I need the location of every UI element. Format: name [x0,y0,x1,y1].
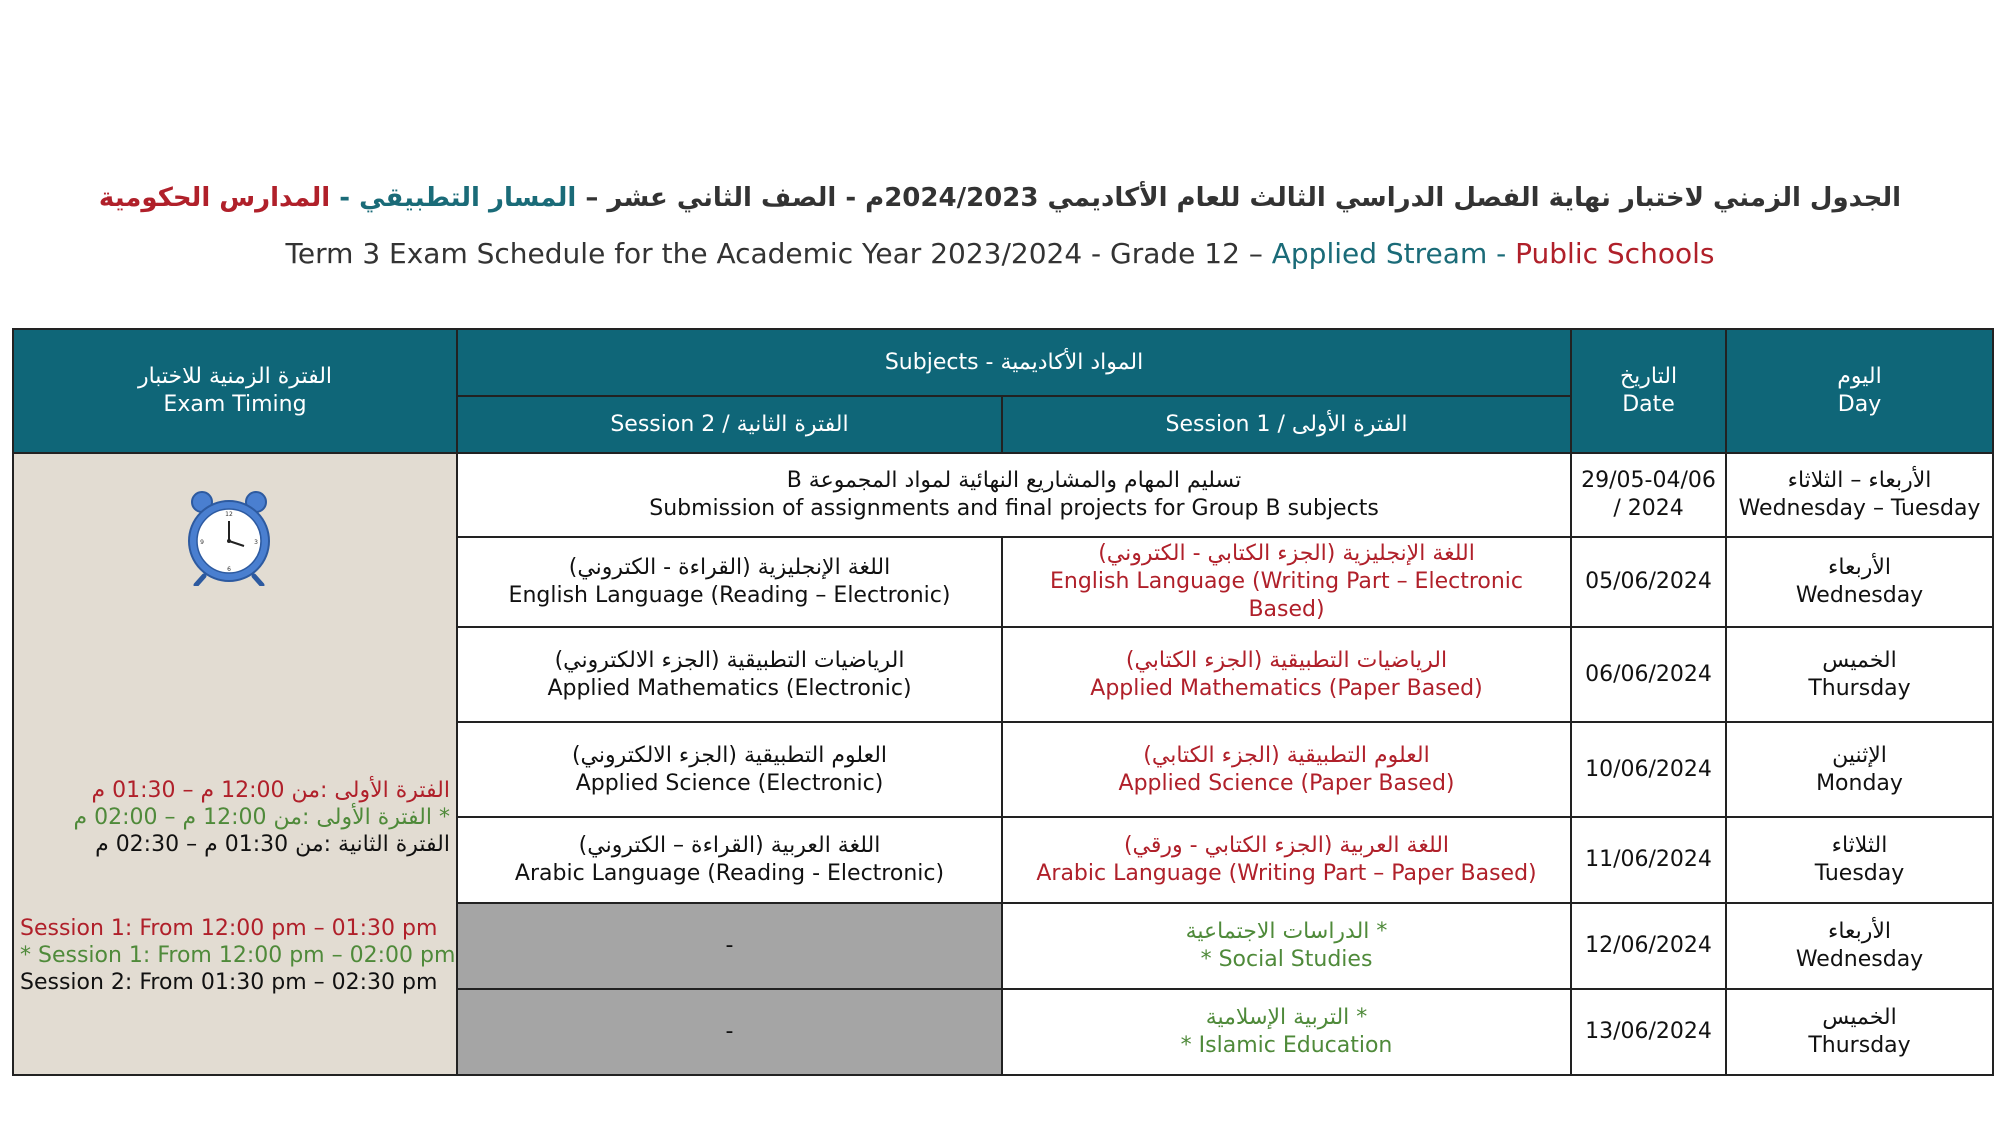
day-ar: الأربعاء [1827,555,1892,580]
session1-ar: * التربية الإسلامية [1205,1005,1368,1030]
timing-ar-session1: الفترة الأولى :من 12:00 م – 01:30 م [91,778,450,803]
exam-schedule-table [12,328,1994,1076]
title-en-schools: Public Schools [1515,237,1715,270]
session1-cell [1002,627,1571,722]
session1-cell [1002,537,1571,627]
session1-cell [1002,903,1571,989]
header-exam-timing [13,329,457,453]
title-ar-stream: المسار التطبيقي - [339,183,577,213]
date-cell: 29/05-04/06 / 2024 [1571,453,1726,537]
header-timing-en: Exam Timing [163,392,307,417]
day-ar: الخميس [1822,647,1897,673]
day-en: Wednesday [1795,583,1924,608]
page-title-arabic [0,183,2000,213]
submission-ar: تسليم المهام والمشاريع النهائية لمواد المجموعة B [786,468,1242,493]
date-cell: 10/06/2024 [1571,722,1726,817]
day-cell [1726,722,1993,817]
session1-en: * Social Studies [1200,947,1373,972]
day-cell [1726,453,1993,537]
day-cell [1726,903,1993,989]
header-date-ar: التاريخ [1619,364,1678,389]
session2-en: English Language (Reading – Electronic) [508,583,951,608]
page-title-english [0,237,2000,270]
timing-ar-session2: الفترة الثانية :من 01:30 م – 02:30 م [95,832,450,857]
header-subjects: Subjects - المواد الأكاديمية [457,329,1571,396]
session2-cell [457,627,1002,722]
session1-ar: العلوم التطبيقية (الجزء الكتابي) [1143,742,1430,768]
session2-cell [457,537,1002,627]
session2-ar: اللغة الإنجليزية (القراءة - الكتروني) [568,555,891,580]
session1-cell [1002,722,1571,817]
header-date [1571,329,1726,453]
header-timing-ar: الفترة الزمنية للاختبار [137,364,333,389]
alarm-clock-icon [184,486,274,586]
timing-en-session1-starred: * Session 1: From 12:00 pm – 02:00 pm [20,943,456,968]
session1-ar: اللغة العربية (الجزء الكتابي - ورقي) [1123,833,1450,858]
header-session-2: Session 2 / الفترة الثانية [457,396,1002,453]
timing-en-session1: Session 1: From 12:00 pm – 01:30 pm [20,916,438,941]
session2-en: Applied Science (Electronic) [575,770,884,796]
exam-timing-cell [13,453,457,1075]
svg-text:3: 3 [254,539,258,546]
day-cell [1726,537,1993,627]
session1-en: * Islamic Education [1180,1033,1393,1058]
day-cell [1726,817,1993,903]
header-session-1: Session 1 / الفترة الأولى [1002,396,1571,453]
svg-text:6: 6 [227,566,231,573]
date-cell: 05/06/2024 [1571,537,1726,627]
session2-empty-cell: - [457,903,1002,989]
session1-ar: الرياضيات التطبيقية (الجزء الكتابي) [1125,647,1448,673]
day-en: Tuesday [1814,861,1905,886]
session2-cell [457,722,1002,817]
header-day-en: Day [1837,392,1882,417]
date-cell: 12/06/2024 [1571,903,1726,989]
session2-en: Arabic Language (Reading - Electronic) [514,861,945,886]
session2-empty-cell: - [457,989,1002,1075]
session1-en: English Language (Writing Part – Electronic Based) [1050,569,1523,622]
session1-en: Applied Science (Paper Based) [1118,770,1455,796]
day-ar: الأربعاء – الثلاثاء [1787,468,1932,493]
date-cell: 06/06/2024 [1571,627,1726,722]
title-en-main: Term 3 Exam Schedule for the Academic Year 2023/2024 - Grade 12 – [285,237,1263,270]
timing-en-session2: Session 2: From 01:30 pm – 02:30 pm [20,970,438,995]
session2-ar: اللغة العربية (القراءة – الكتروني) [578,833,881,858]
session2-ar: العلوم التطبيقية (الجزء الالكتروني) [571,742,888,768]
day-cell [1726,627,1993,722]
session1-ar: * الدراسات الاجتماعية [1185,919,1388,944]
title-en-stream: Applied Stream - [1271,237,1507,270]
day-en: Thursday [1808,1033,1911,1058]
header-date-en: Date [1622,392,1675,417]
session1-cell [1002,817,1571,903]
date-cell: 13/06/2024 [1571,989,1726,1075]
submission-en: Submission of assignments and final projects for Group B subjects [649,496,1379,521]
session1-en: Applied Mathematics (Paper Based) [1090,675,1483,701]
day-en: Monday [1816,770,1903,796]
header-day [1726,329,1993,453]
submission-cell [457,453,1571,537]
day-cell [1726,989,1993,1075]
session2-cell [457,817,1002,903]
title-ar-main: الجدول الزمني لاختبار نهاية الفصل الدراسي الثالث للعام الأكاديمي 2024/2023م - الصف الثاني عشر – [585,183,1902,213]
svg-text:12: 12 [225,511,233,518]
session1-ar: اللغة الإنجليزية (الجزء الكتابي - الكتروني) [1098,541,1475,566]
table-row [13,453,1993,537]
session1-en: Arabic Language (Writing Part – Paper Based) [1036,861,1537,886]
session2-ar: الرياضيات التطبيقية (الجزء الالكتروني) [554,647,905,673]
day-ar: الأربعاء [1827,919,1892,944]
day-ar: الخميس [1822,1005,1897,1030]
session1-cell [1002,989,1571,1075]
day-ar: الإثنين [1832,742,1887,768]
day-en: Wednesday [1795,947,1924,972]
svg-text:9: 9 [200,539,204,546]
header-day-ar: اليوم [1837,364,1882,389]
day-ar: الثلاثاء [1831,833,1888,858]
title-ar-schools: المدارس الحكومية [98,183,331,213]
day-en: Wednesday – Tuesday [1738,496,1981,521]
session2-en: Applied Mathematics (Electronic) [547,675,912,701]
timing-ar-session1-starred: * الفترة الأولى :من 12:00 م – 02:00 م [73,805,450,830]
day-en: Thursday [1808,675,1911,701]
date-cell: 11/06/2024 [1571,817,1726,903]
